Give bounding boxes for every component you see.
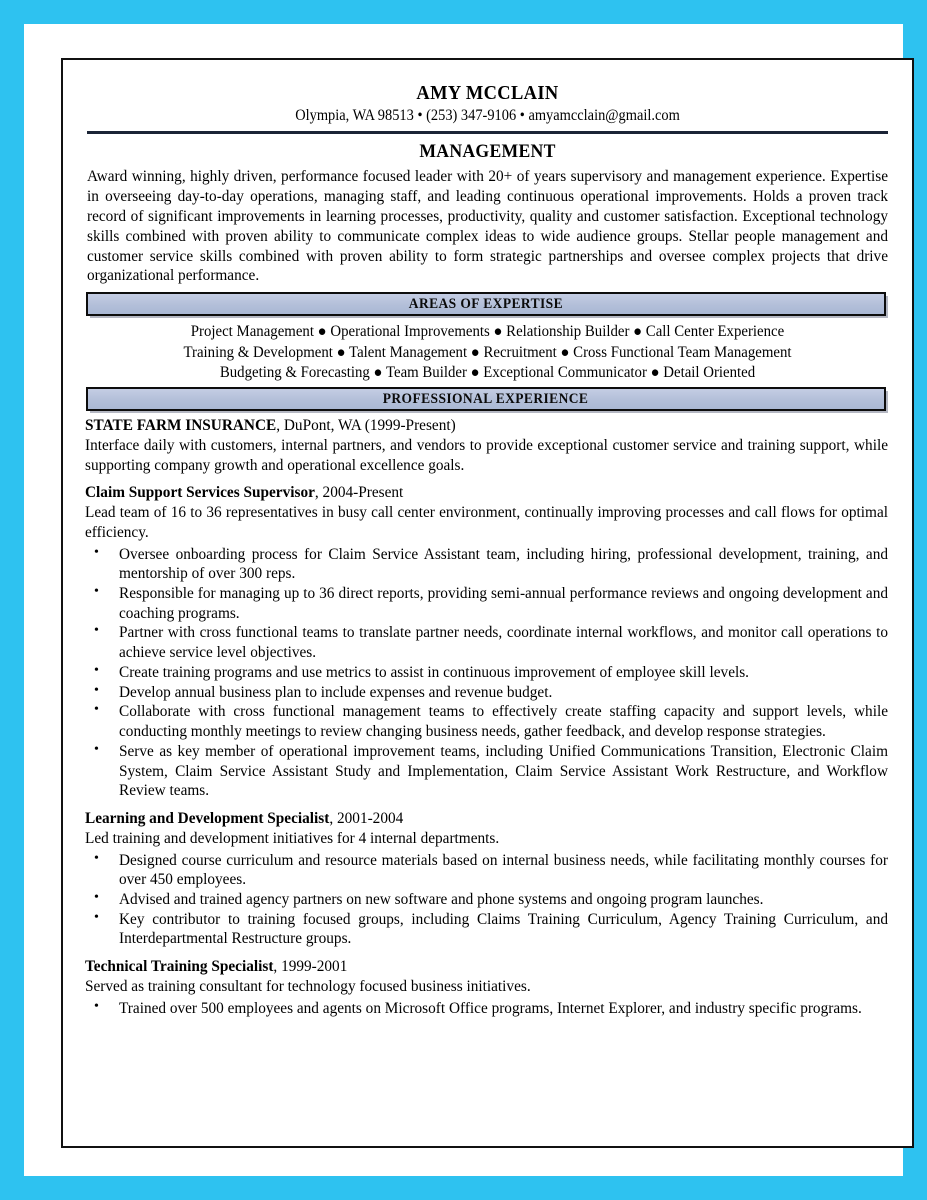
role-line	[85, 958, 890, 976]
areas-of-expertise-list	[85, 322, 890, 383]
role-bullet-list	[85, 545, 890, 801]
section-header-professional-experience	[86, 387, 886, 411]
candidate-name: AMY MCCLAIN	[416, 82, 559, 104]
role-bullet: • Partner with cross functional teams to translate partner needs, coordinate internal workflows, and monitor call operations to achieve service level objectives.	[85, 623, 890, 662]
role-dates: , 2001-2004	[329, 809, 404, 827]
role-dates: , 2004-Present	[314, 484, 404, 502]
role-line	[85, 484, 890, 502]
role-block	[85, 484, 890, 801]
role-title: Learning and Development Specialist	[85, 809, 330, 827]
role-title: Technical Training Specialist	[85, 958, 274, 976]
resume-document-frame	[61, 58, 914, 1148]
role-summary: Served as training consultant for technology focused business initiatives.	[85, 978, 531, 996]
role-bullet: • Create training programs and use metrics to assist in continuous improvement of employee skill levels.	[85, 663, 890, 683]
role-bullet-list	[85, 851, 890, 950]
role-summary: Led training and development initiatives for 4 internal departments.	[85, 829, 500, 847]
role-block	[85, 958, 890, 1018]
expertise-row: Training & Development ● Talent Management ● Recruitment ● Cross Functional Team Management	[183, 343, 792, 361]
role-bullet: • Oversee onboarding process for Claim Service Assistant team, including hiring, professional development, training, and mentorship of over 300 reps.	[85, 545, 890, 584]
role-bullet: • Key contributor to training focused groups, including Claims Training Curriculum, Agency Training Curriculum, and Interdepartmental Restructure groups.	[85, 910, 890, 949]
section-header-label: PROFESSIONAL EXPERIENCE	[383, 390, 589, 407]
objective-title: MANAGEMENT	[419, 141, 556, 162]
role-summary: Lead team of 16 to 36 representatives in busy call center environment, continually improving processes and call flows for optimal efficiency.	[85, 504, 888, 542]
role-bullet: • Advised and trained agency partners on new software and phone systems and ongoing program launches.	[85, 890, 890, 910]
section-header-areas-of-expertise	[86, 292, 886, 316]
expertise-row: Project Management ● Operational Improvements ● Relationship Builder ● Call Center Experience	[190, 323, 785, 341]
role-bullet: • Collaborate with cross functional management teams to effectively create staffing capacity and support levels, while conducting monthly meetings to review changing business needs, gather feedback, and develop response strategies.	[85, 702, 890, 741]
candidate-contact-line: Olympia, WA 98513 • (253) 347-9106 • amyamcclain@gmail.com	[295, 107, 680, 124]
resume-page	[24, 24, 903, 1176]
role-bullet-list	[85, 999, 890, 1019]
role-block	[85, 810, 890, 949]
role-bullet: • Designed course curriculum and resource materials based on internal business needs, while facilitating monthly courses for over 450 employees.	[85, 851, 890, 890]
role-title: Claim Support Services Supervisor	[85, 484, 315, 502]
role-bullet: • Develop annual business plan to include expenses and revenue budget.	[85, 683, 890, 703]
employer-block	[85, 417, 890, 475]
expertise-row: Budgeting & Forecasting ● Team Builder ● Exceptional Communicator ● Detail Oriented	[219, 363, 756, 381]
resume-content	[63, 60, 912, 1146]
header-divider	[87, 131, 888, 134]
role-bullet: • Responsible for managing up to 36 direct reports, providing semi-annual performance reviews and ongoing development and coaching programs.	[85, 584, 890, 623]
employer-line	[85, 417, 890, 435]
role-dates: , 1999-2001	[273, 958, 348, 976]
role-bullet: • Trained over 500 employees and agents on Microsoft Office programs, Internet Explorer, and industry specific programs.	[85, 999, 890, 1019]
employer-name: STATE FARM INSURANCE	[85, 417, 277, 435]
section-header-label: AREAS OF EXPERTISE	[408, 295, 564, 312]
employer-meta: , DuPont, WA (1999-Present)	[276, 417, 456, 435]
role-line	[85, 810, 890, 828]
employer-summary: Interface daily with customers, internal partners, and vendors to provide exceptional customer service and training support, while supporting company growth and operational excellence goals.	[85, 437, 888, 474]
objective-summary: Award winning, highly driven, performance focused leader with 20+ of years supervisory and management experience. Expertise in overseeing day-to-day operations, managing staff, and leading continuous operational improvements. Holds a proven track record of significant improvements in learning processes, productivity, quality and customer satisfaction. Exceptional technology skills combined with proven ability to communicate complex ideas to wide audience groups. Stellar people management and customer service skills combined with proven ability to form strategic partnerships and oversee complex projects that drive organizational performance.	[87, 168, 888, 285]
role-bullet: • Serve as key member of operational improvement teams, including Unified Communications Transition, Electronic Claim System, Claim Service Assistant Study and Implementation, Claim Service Assistant Work Restructure, and Workflow Review teams.	[85, 742, 890, 801]
